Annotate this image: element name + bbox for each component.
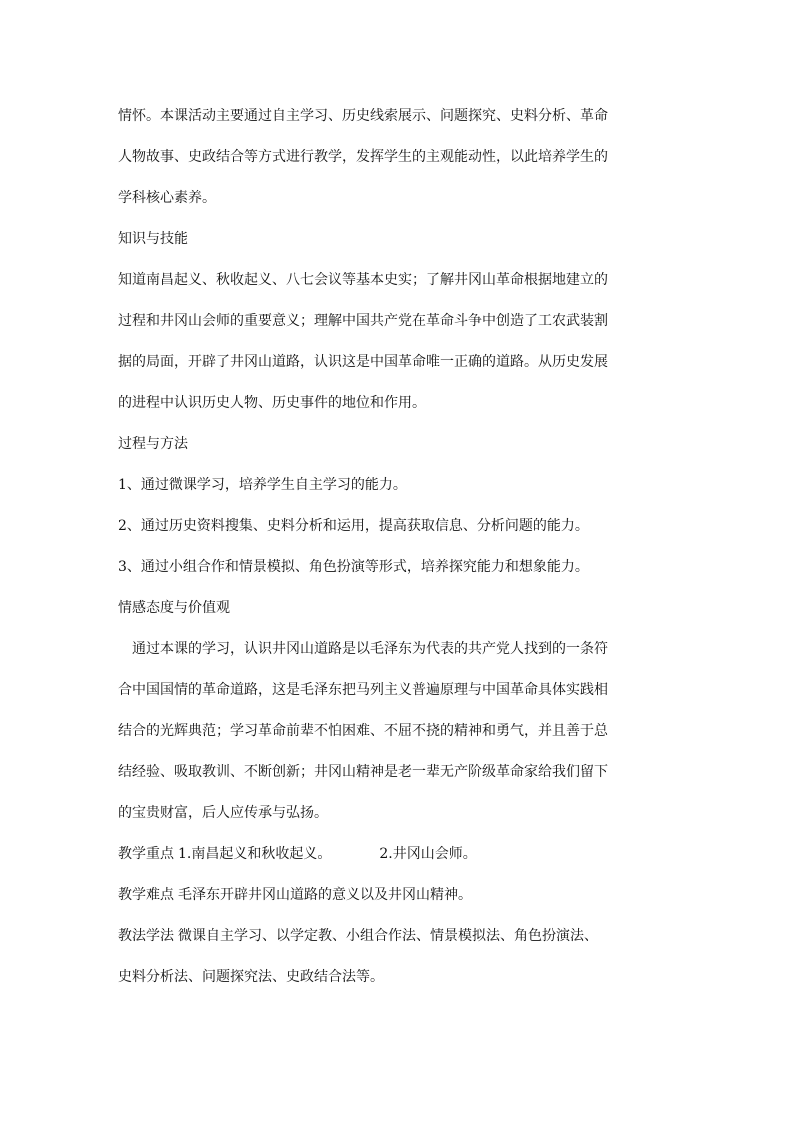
emotion-line: 合中国国情的革命道路，这是毛泽东把马列主义普遍原理与中国革命具体实践相 <box>118 682 608 698</box>
knowledge-line: 据的局面，开辟了井冈山道路，认识这是中国革命唯一正确的道路。从历史发展 <box>118 354 608 370</box>
intro-paragraph <box>118 104 678 227</box>
difficulty-line <box>118 883 678 924</box>
methods-label: 教法学法 <box>118 928 174 944</box>
emotion-line: 结经验、吸取教训、不断创新；井冈山精神是老一辈无产阶级革命家给我们留下 <box>118 764 608 780</box>
key-point-item: 1.南昌起义和秋收起义。 <box>178 846 332 862</box>
methods-line-continued: 史料分析法、问题探究法、史政结合法等。 <box>118 969 384 985</box>
difficulty-label: 教学难点 <box>118 887 174 903</box>
key-points-label: 教学重点 <box>118 846 174 862</box>
key-point-item: 2.井冈山会师。 <box>379 846 477 862</box>
emotion-heading: 情感态度与价值观 <box>118 600 230 616</box>
emotion-line: 通过本课的学习，认识井冈山道路是以毛泽东为代表的共产党人找到的一条符 <box>132 641 608 657</box>
knowledge-paragraph <box>118 268 678 432</box>
key-points-line <box>118 842 678 883</box>
process-item: 3、通过小组合作和情景模拟、角色扮演等形式，培养探究能力和想象能力。 <box>118 559 589 575</box>
page-content <box>118 104 678 1006</box>
process-item: 1、通过微课学习，培养学生自主学习的能力。 <box>118 477 407 493</box>
emotion-line: 的宝贵财富，后人应传承与弘扬。 <box>118 805 328 821</box>
difficulty-text: 毛泽东开辟井冈山道路的意义以及井冈山精神。 <box>178 887 472 903</box>
knowledge-line: 知道南昌起义、秋收起义、八七会议等基本史实；了解井冈山革命根据地建立的 <box>118 272 608 288</box>
intro-line: 情怀。本课活动主要通过自主学习、历史线索展示、问题探究、史料分析、革命 <box>118 108 608 124</box>
methods-text: 微课自主学习、以学定教、小组合作法、情景模拟法、角色扮演法、 <box>178 928 598 944</box>
knowledge-line: 的进程中认识历史人物、历史事件的地位和作用。 <box>118 395 426 411</box>
knowledge-heading: 知识与技能 <box>118 231 188 247</box>
intro-line: 学科核心素养。 <box>118 190 216 206</box>
methods-line <box>118 924 678 965</box>
knowledge-line: 过程和井冈山会师的重要意义；理解中国共产党在革命斗争中创造了工农武装割 <box>118 313 608 329</box>
emotion-paragraph <box>118 637 678 842</box>
process-heading: 过程与方法 <box>118 436 188 452</box>
intro-line: 人物故事、史政结合等方式进行教学，发挥学生的主观能动性，以此培养学生的 <box>118 149 608 165</box>
emotion-line: 结合的光辉典范；学习革命前辈不怕困难、不屈不挠的精神和勇气，并且善于总 <box>118 723 608 739</box>
process-item: 2、通过历史资料搜集、史料分析和运用，提高获取信息、分析问题的能力。 <box>118 518 589 534</box>
